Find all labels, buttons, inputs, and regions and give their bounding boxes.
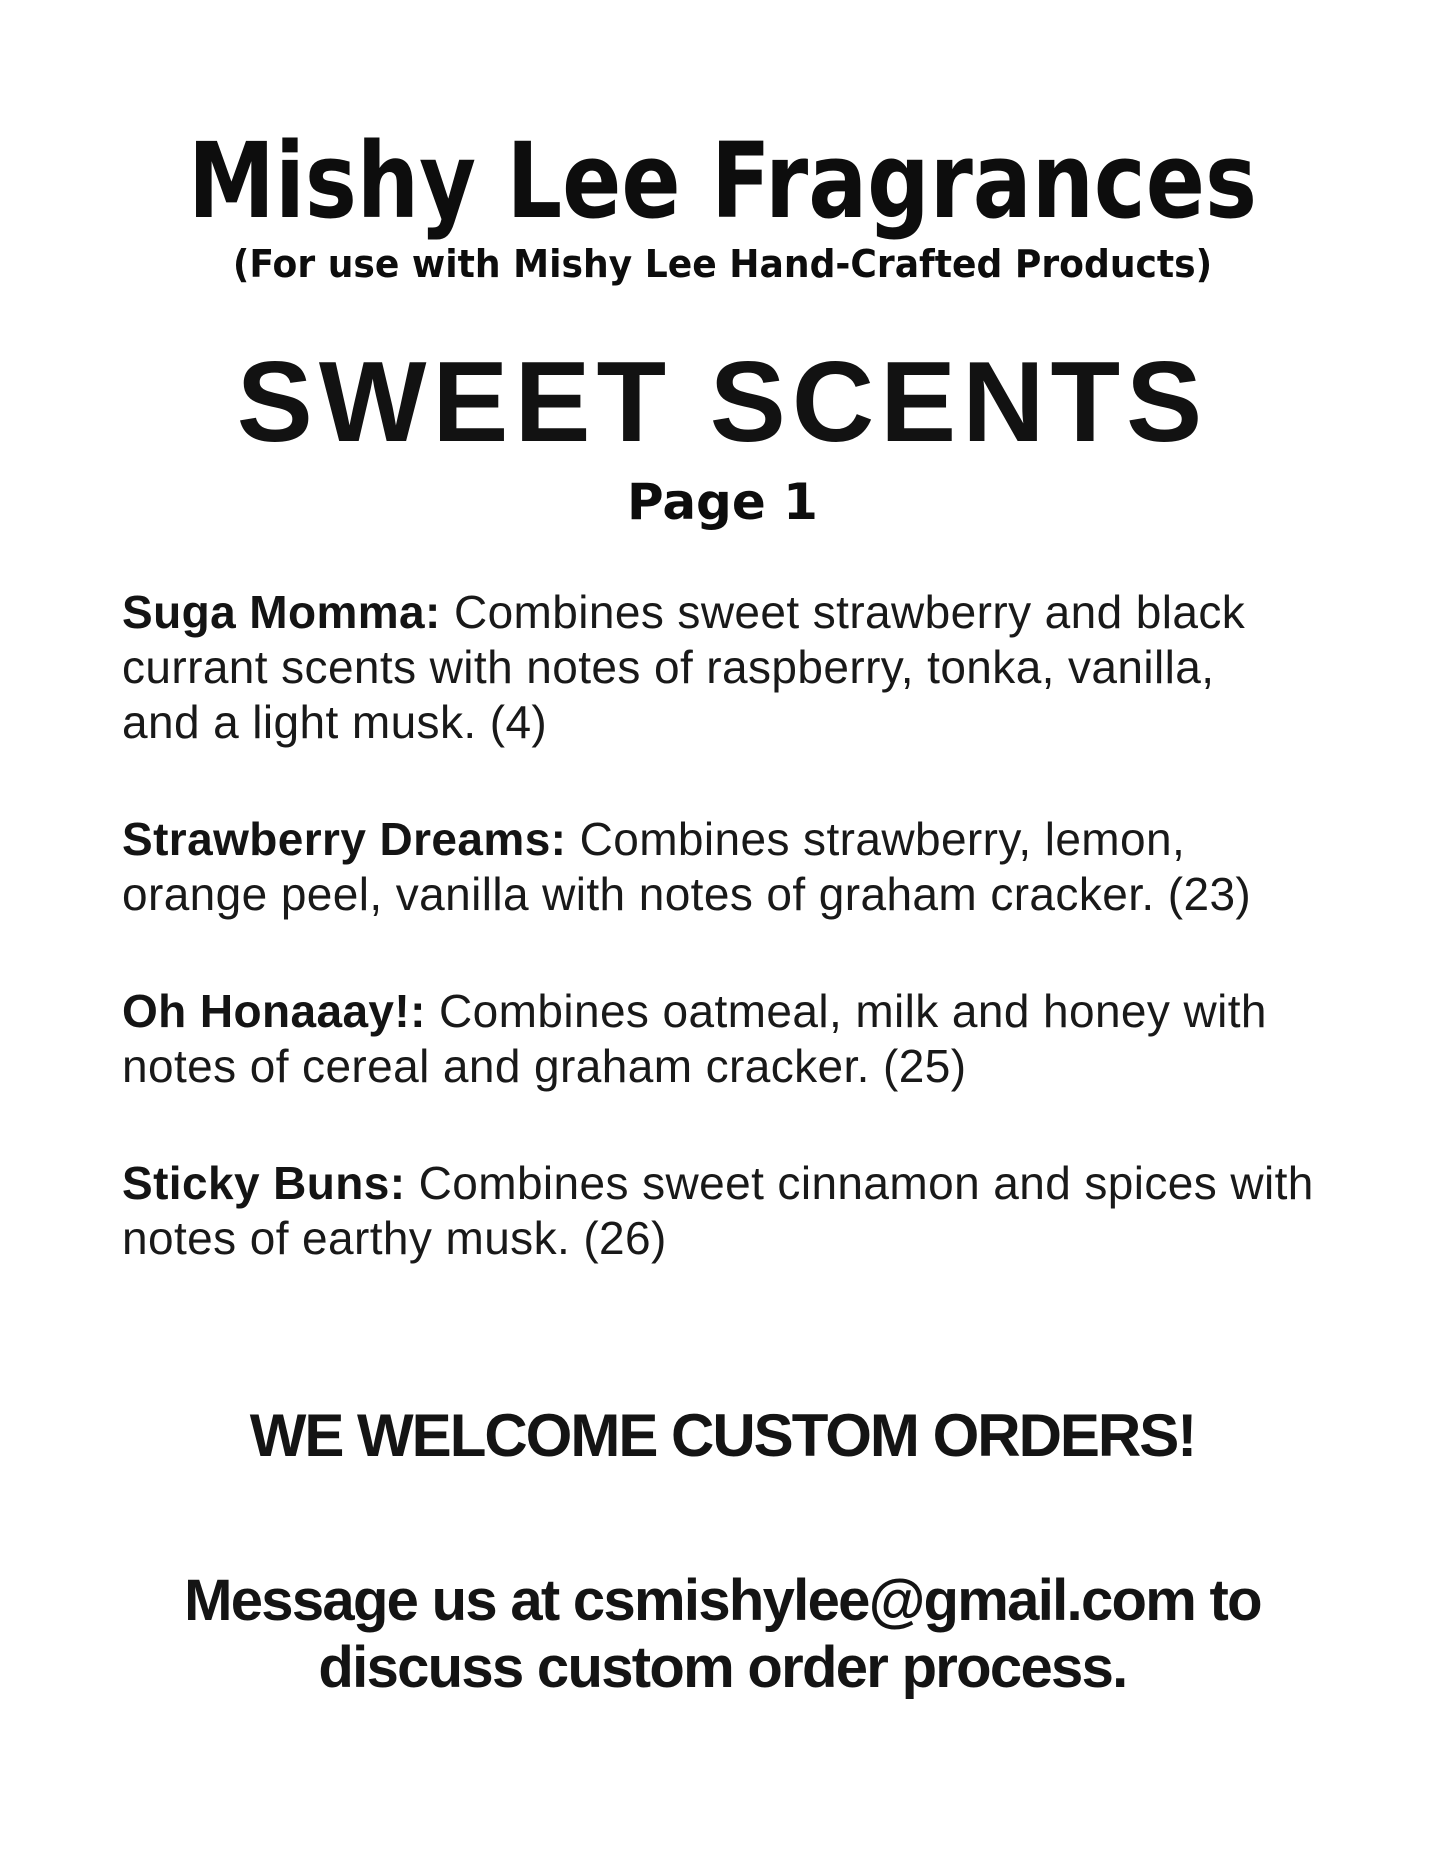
brand-subtitle: (For use with Mishy Lee Hand-Crafted Products) [232, 242, 1213, 286]
scent-description-line: and a light musk. (4) [122, 695, 548, 748]
custom-orders-heading: WE WELCOME CUSTOM ORDERS! [249, 1401, 1196, 1469]
brand-title: Mishy Lee Fragrances [188, 120, 1257, 242]
scent-description-line: Combines strawberry, lemon, [566, 812, 1186, 865]
contact-line: Message us at csmishylee@gmail.com to [184, 1567, 1261, 1633]
page-number: Page 1 [627, 472, 818, 531]
scent-description-line: Combines sweet cinnamon and spices with [405, 1156, 1314, 1209]
section-title: SWEET SCENTS [236, 338, 1209, 466]
scent-item-strawberry-dreams [122, 812, 1385, 922]
scent-line [122, 1156, 1385, 1211]
scent-description-line: notes of earthy musk. (26) [122, 1211, 667, 1264]
contact-text [0, 1567, 1445, 1701]
scent-list [122, 585, 1385, 1266]
scent-name: Strawberry Dreams: [122, 812, 567, 865]
scent-item-suga-momma [122, 585, 1385, 750]
scent-description-line: Combines oatmeal, milk and honey with [425, 984, 1267, 1037]
scent-line [122, 984, 1385, 1039]
scent-item-oh-honaaay [122, 984, 1385, 1094]
header [0, 0, 1445, 532]
scent-item-sticky-buns [122, 1156, 1385, 1266]
contact-line: discuss custom order process. [318, 1634, 1127, 1700]
scent-description-line: Combines sweet strawberry and black [440, 585, 1246, 638]
scent-name: Sticky Buns: [122, 1156, 406, 1209]
scent-name: Suga Momma: [122, 585, 441, 638]
scent-description-line: currant scents with notes of raspberry, tonka, vanilla, [122, 640, 1215, 693]
scent-name: Oh Honaaay!: [122, 984, 426, 1037]
scent-line [122, 812, 1385, 867]
scent-description-line: notes of cereal and graham cracker. (25) [122, 1039, 967, 1092]
scent-description-line: orange peel, vanilla with notes of graham cracker. (23) [122, 867, 1252, 920]
scent-line [122, 585, 1385, 640]
